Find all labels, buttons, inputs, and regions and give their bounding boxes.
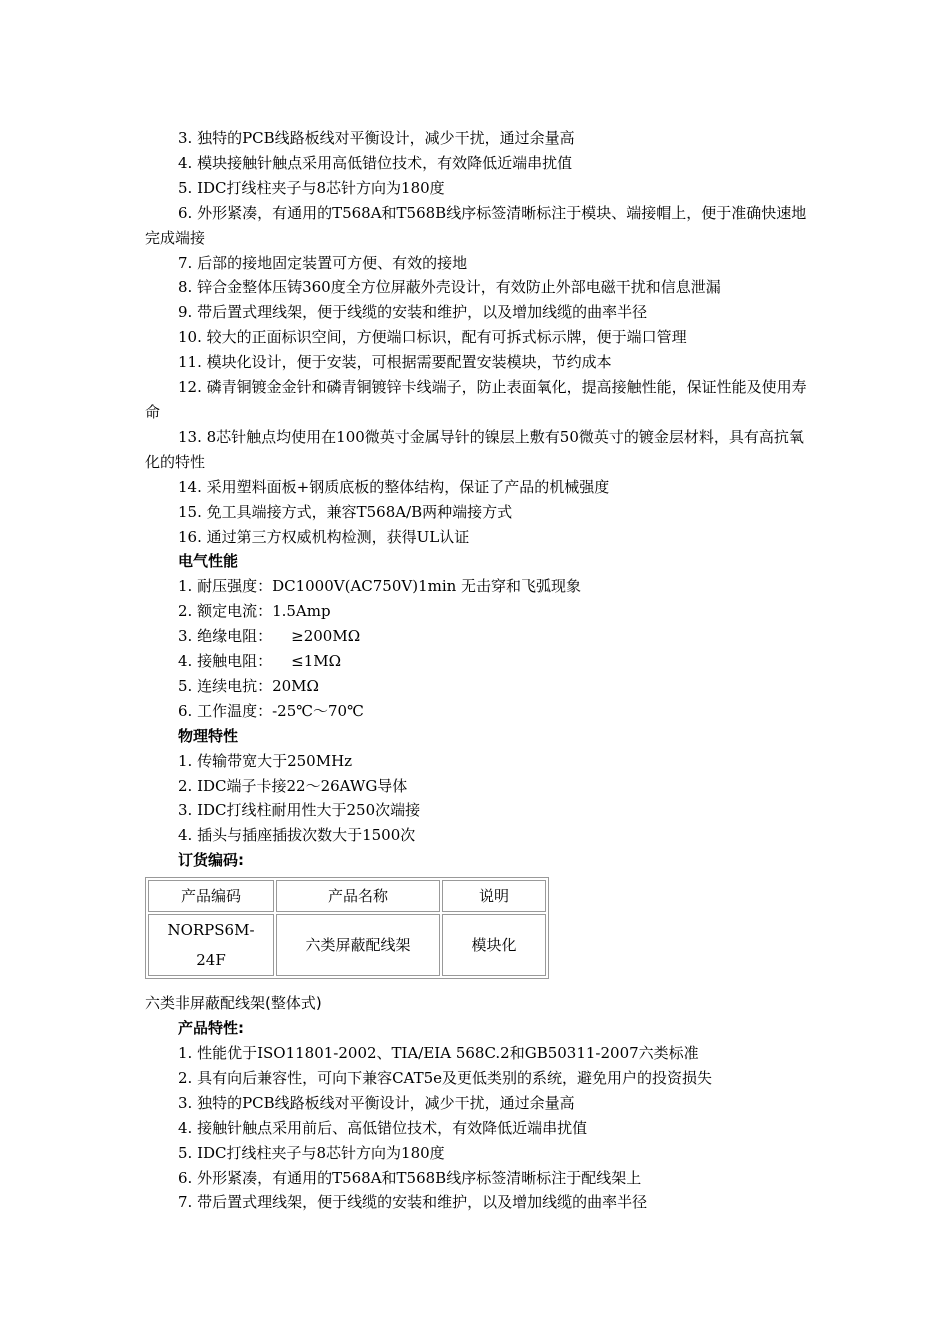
physical-item: 2. IDC端子卡接22～26AWG导体 [178, 776, 408, 795]
electrical-item: 3. 绝缘电阻： ≥200MΩ [178, 627, 361, 646]
feature-item: 5. IDC打线柱夹子与8芯针方向为180度 [178, 178, 445, 197]
feature-item: 6. 外形紧凑，有通用的T568A和T568B线序标签清晰标注于配线架上 [178, 1168, 642, 1187]
table-header-row [148, 880, 546, 912]
physical-item: 4. 插头与插座插拔次数大于1500次 [178, 826, 416, 845]
electrical-item: 5. 连续电抗：20MΩ [178, 676, 319, 695]
feature-item: 15. 免工具端接方式，兼容T568A/B两种端接方式 [178, 502, 513, 521]
electrical-item: 4. 接触电阻： ≤1MΩ [178, 652, 342, 671]
feature-item: 3. 独特的PCB线路板线对平衡设计，减少干扰，通过余量高 [178, 129, 575, 147]
feature-item: 13. 8芯针触点均使用在100微英寸金属导针的镍层上敷有50微英寸的镀金层材料，具有高抗氧化的特性 [145, 427, 804, 471]
feature-item: 3. 独特的PCB线路板线对平衡设计，减少干扰，通过余量高 [178, 1093, 575, 1112]
physical-heading: 物理特性 [178, 726, 239, 745]
feature-item: 11. 模块化设计，便于安装，可根据需要配置安装模块，节约成本 [178, 353, 612, 372]
feature-item: 10. 较大的正面标识空间，方便端口标识，配有可拆式标示牌，便于端口管理 [178, 328, 687, 347]
feature-item: 9. 带后置式理线架，便于线缆的安装和维护，以及增加线缆的曲率半径 [178, 303, 648, 322]
feature-item: 7. 后部的接地固定装置可方便、有效的接地 [178, 253, 468, 272]
feature-item: 4. 模块接触针触点采用高低错位技术，有效降低近端串扰值 [178, 153, 573, 172]
feature-item: 8. 锌合金整体压铸360度全方位屏蔽外壳设计，有效防止外部电磁干扰和信息泄漏 [178, 278, 721, 297]
feature-item: 2. 具有向后兼容性，可向下兼容CAT5e及更低类别的系统，避免用户的投资损失 [178, 1068, 712, 1087]
physical-item: 1. 传输带宽大于250MHz [178, 751, 353, 770]
table-header-cell: 说明 [442, 880, 546, 912]
table-cell: NORPS6M-24F [148, 914, 274, 976]
electrical-item: 6. 工作温度：-25℃～70℃ [178, 701, 364, 720]
physical-item: 3. IDC打线柱耐用性大于250次端接 [178, 801, 421, 820]
order-heading: 订货编码: [178, 851, 244, 870]
table-header-cell: 产品编码 [148, 880, 274, 912]
features-heading: 产品特性: [178, 1019, 244, 1038]
feature-item: 4. 接触针触点采用前后、高低错位技术，有效降低近端串扰值 [178, 1118, 588, 1137]
section-title: 六类非屏蔽配线架(整体式) [145, 994, 322, 1013]
feature-item: 14. 采用塑料面板+钢质底板的整体结构，保证了产品的机械强度 [178, 477, 610, 496]
electrical-item: 1. 耐压强度：DC1000V(AC750V)1min 无击穿和飞弧现象 [178, 577, 582, 596]
table-header-cell: 产品名称 [276, 880, 440, 912]
table-cell: 模块化 [442, 914, 546, 976]
feature-item: 6. 外形紧凑，有通用的T568A和T568B线序标签清晰标注于模块、端接帽上，便于准确快速地完成端接 [145, 203, 807, 247]
electrical-heading: 电气性能 [178, 552, 239, 571]
table-cell: 六类屏蔽配线架 [276, 914, 440, 976]
order-table [145, 877, 549, 979]
table-row [148, 914, 546, 976]
feature-item: 5. IDC打线柱夹子与8芯针方向为180度 [178, 1143, 445, 1162]
electrical-item: 2. 额定电流：1.5Amp [178, 602, 331, 621]
feature-item: 7. 带后置式理线架，便于线缆的安装和维护，以及增加线缆的曲率半径 [178, 1193, 648, 1212]
feature-item: 1. 性能优于ISO11801-2002、TIA/EIA 568C.2和GB50311-2007六类标准 [178, 1044, 699, 1062]
feature-item: 16. 通过第三方权威机构检测，获得UL认证 [178, 527, 470, 546]
feature-item: 12. 磷青铜镀金金针和磷青铜镀锌卡线端子，防止表面氧化，提高接触性能，保证性能及使用寿命 [145, 378, 807, 421]
document-body [145, 126, 810, 1215]
